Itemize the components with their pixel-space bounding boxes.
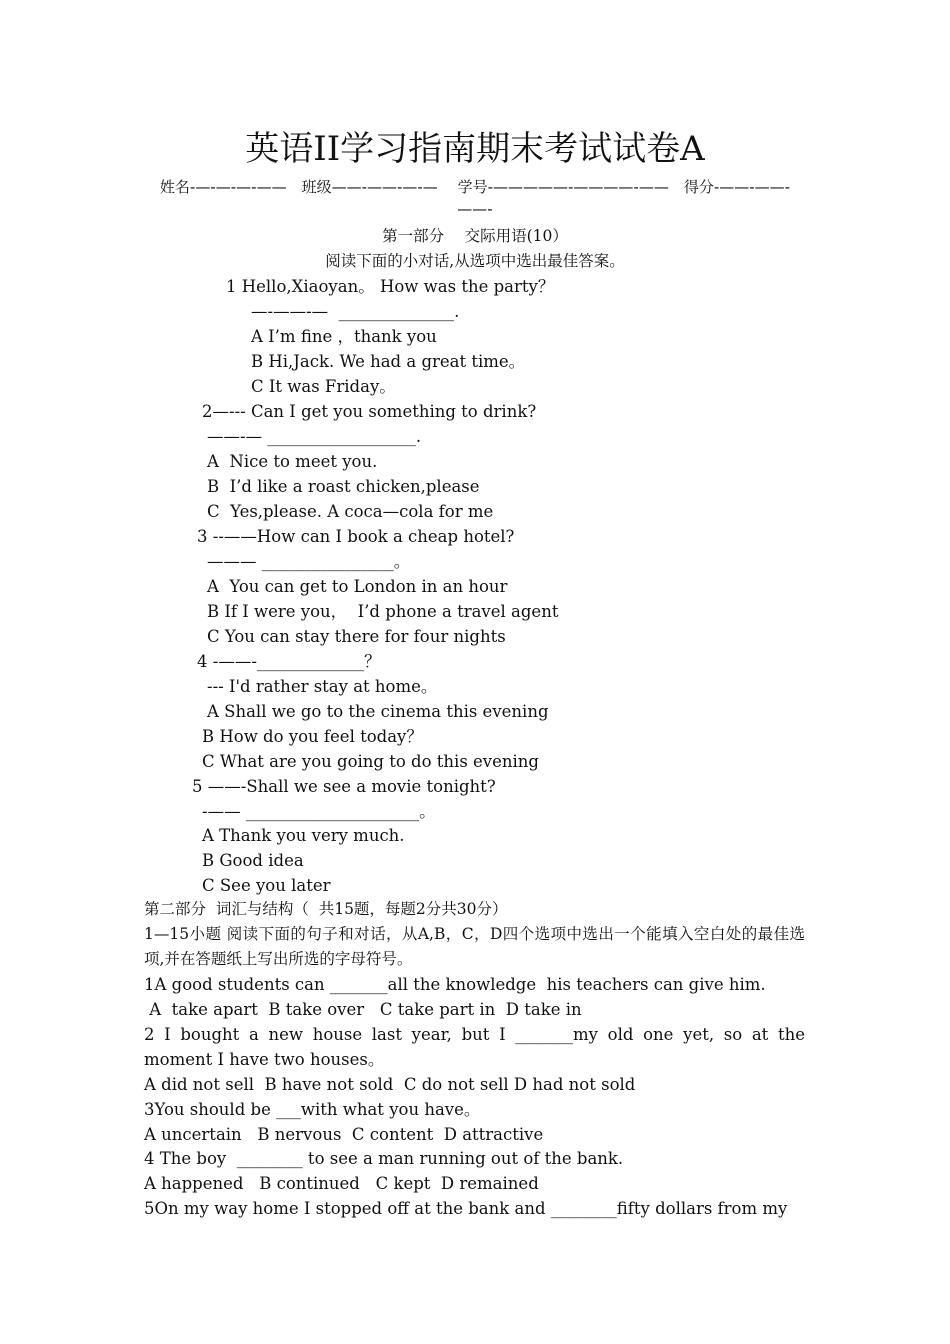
p2-q4-stem: 4 The boy ________ to see a man running out of the bank. bbox=[144, 1149, 624, 1168]
p2-q2-stem: 2 I bought a new house last year, but I _______my old one yet, so at the moment I have two houses。 bbox=[144, 1025, 805, 1069]
p1-q5-stem: 5 ——-Shall we see a movie tonight? bbox=[192, 777, 496, 796]
p1-q5-option-c: C See you later bbox=[202, 876, 331, 895]
p1-q5-blank: -—— _____________________。 bbox=[202, 802, 436, 821]
p2-q1-stem: 1A good students can _______all the knowledge his teachers can give him. bbox=[144, 975, 766, 994]
p2-q1-options: A take apart B take over C take part in D take in bbox=[144, 1000, 582, 1019]
p1-q2-option-a: A Nice to meet you. bbox=[207, 452, 378, 471]
p1-q3-option-c: C You can stay there for four nights bbox=[207, 627, 506, 646]
p1-q4-option-c: C What are you going to do this evening bbox=[202, 752, 539, 771]
part1-header: 第一部分 交际用语(10） bbox=[382, 227, 568, 245]
student-info-line: 姓名-—-—-—-—— 班级——-——-—-— 学号-—————-————-—— 得分-——-——-——- bbox=[159, 178, 791, 218]
p2-q3-stem: 3You should be ___with what you have。 bbox=[144, 1100, 481, 1119]
p1-q4-blank: --- I'd rather stay at home。 bbox=[207, 677, 438, 696]
p1-q5-option-b: B Good idea bbox=[202, 851, 304, 870]
p1-q1-stem: 1 Hello,Xiaoyan。 How was the party？ bbox=[226, 277, 555, 296]
p1-q1-option-b: B Hi,Jack. We had a great time。 bbox=[251, 352, 526, 371]
p2-q5-stem: 5On my way home I stopped off at the bank and ________fifty dollars from my bbox=[144, 1199, 788, 1218]
p1-q3-option-a: A You can get to London in an hour bbox=[207, 577, 508, 596]
p1-q3-option-b: B If I were you， I’d phone a travel agent bbox=[207, 602, 559, 621]
part1-instruction: 阅读下面的小对话,从选项中选出最佳答案。 bbox=[325, 252, 625, 270]
p1-q4-option-b: B How do you feel today？ bbox=[202, 727, 423, 746]
part2-instruction: 1—15小题 阅读下面的句子和对话，从A,B，C，D四个选项中选出一个能填入空白处的最佳选项,并在答题纸上写出所选的字母符号。 bbox=[144, 925, 805, 968]
p1-q4-option-a: A Shall we go to the cinema this evening bbox=[207, 702, 549, 721]
p1-q2-blank: ——-— __________________. bbox=[207, 427, 422, 446]
p1-q5-option-a: A Thank you very much. bbox=[202, 826, 405, 845]
p1-q4-stem: 4 -——-_____________？ bbox=[197, 652, 381, 671]
exam-title: 英语II学习指南期末考试试卷A bbox=[245, 129, 705, 169]
p1-q1-option-c: C It was Friday。 bbox=[251, 377, 396, 396]
p2-q2-options: A did not sell B have not sold C do not sell D had not sold bbox=[144, 1075, 636, 1094]
p1-q3-blank: ——— ________________。 bbox=[207, 552, 411, 571]
p1-q2-option-c: C Yes,please. A coca—cola for me bbox=[207, 502, 494, 521]
p2-q3-options: A uncertain B nervous C content D attractive bbox=[144, 1125, 544, 1144]
p1-q1-blank: —-——-— ______________. bbox=[251, 302, 460, 321]
p1-q2-stem: 2—--- Can I get you something to drink? bbox=[202, 402, 537, 421]
p1-q2-option-b: B I’d like a roast chicken,please bbox=[207, 477, 480, 496]
p1-q3-stem: 3 --——How can I book a cheap hotel? bbox=[197, 527, 515, 546]
p2-q4-options: A happened B continued C kept D remained bbox=[144, 1174, 539, 1193]
p1-q1-option-a: A I’m fine ，thank you bbox=[251, 327, 437, 346]
part2-header: 第二部分 词汇与结构（ 共15题，每题2分共30分） bbox=[144, 900, 508, 918]
